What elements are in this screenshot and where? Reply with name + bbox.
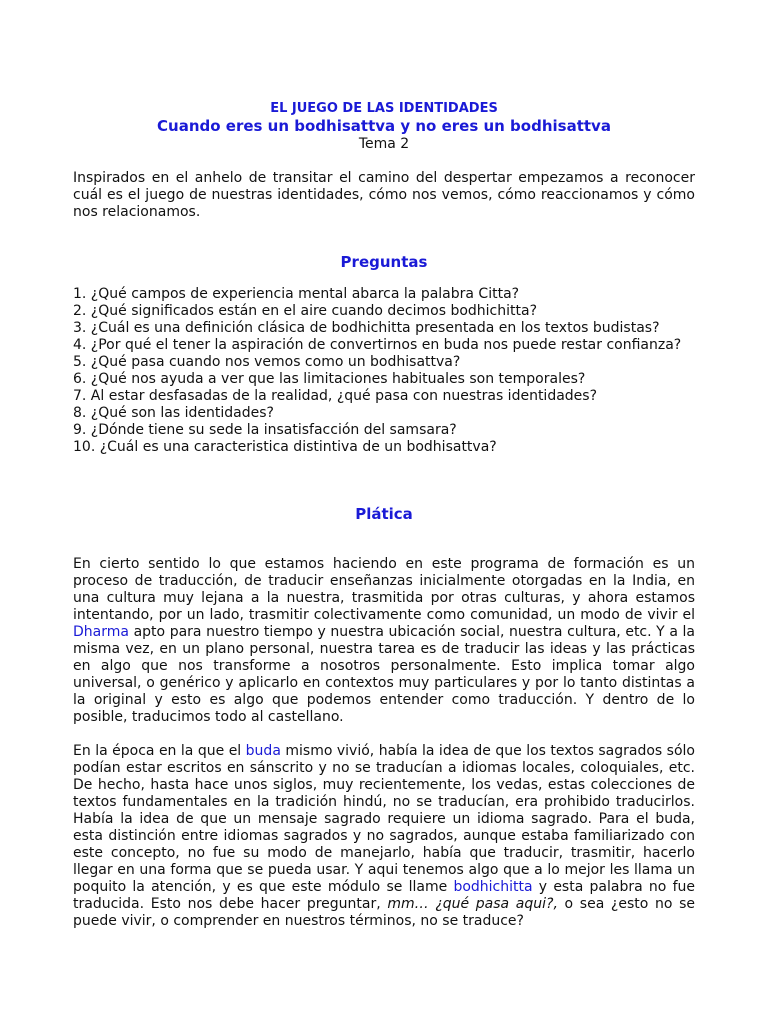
question-item: 4. ¿Por qué el tener la aspiración de convertirnos en buda nos puede restar confianza? — [73, 337, 682, 353]
dharma-link[interactable]: Dharma — [73, 624, 129, 640]
intro-paragraph: Inspirados en el anhelo de transitar el camino del despertar empezamos a reconocer cuál es el juego de nuestras identidades, cómo nos vemos, cómo reaccionamos y cómo nos relacionamos. — [73, 170, 695, 220]
question-item: 9. ¿Dónde tiene su sede la insatisfacción del samsara? — [73, 422, 457, 438]
question-item: 2. ¿Qué significados están en el aire cuando decimos bodhichitta? — [73, 303, 537, 319]
talk-heading: Plática — [355, 505, 413, 523]
question-item: 7. Al estar desfasadas de la realidad, ¿qué pasa con nuestras identidades? — [73, 388, 598, 404]
italic-phrase: mm… ¿qué pasa aqui?, — [387, 896, 558, 912]
paragraph-text: o sea ¿esto no se puede vivir, o comprender en nuestros términos, no se traduce? — [73, 896, 695, 929]
question-item: 8. ¿Qué son las identidades? — [73, 405, 274, 421]
paragraph-text: y esta palabra no fue traducida. Esto nos debe hacer preguntar, — [73, 879, 695, 912]
paragraph-text: En la época en la que el — [73, 743, 246, 759]
question-item: 5. ¿Qué pasa cuando nos vemos como un bodhisattva? — [73, 354, 461, 370]
questions-heading: Preguntas — [340, 253, 428, 271]
document-subtitle: Cuando eres un bodhisattva y no eres un bodhisattva — [157, 117, 611, 135]
talk-paragraph-2 — [73, 743, 695, 930]
question-item: 10. ¿Cuál es una caracteristica distintiva de un bodhisattva? — [73, 439, 497, 455]
document-title: EL JUEGO DE LAS IDENTIDADES — [270, 101, 498, 116]
questions-list — [73, 286, 695, 456]
question-item: 1. ¿Qué campos de experiencia mental abarca la palabra Citta? — [73, 286, 520, 302]
document-page — [73, 100, 695, 930]
question-item: 6. ¿Qué nos ayuda a ver que las limitaciones habituales son temporales? — [73, 371, 586, 387]
talk-paragraph-1 — [73, 556, 695, 726]
question-item: 3. ¿Cuál es una definición clásica de bodhichitta presentada en los textos budistas? — [73, 320, 660, 336]
paragraph-text: En cierto sentido lo que estamos haciendo en este programa de formación es un proceso de traducción, de traducir enseñanzas inicialmente otorgadas en la India, en una cultura muy lejana a la nuestra, trasmitida por otras culturas, y ahora estamos intentando, por un lado, trasmitir colectivamente como comunidad, un modo de vivir el — [73, 556, 695, 623]
topic-number: Tema 2 — [358, 136, 410, 152]
paragraph-text: apto para nuestro tiempo y nuestra ubicación social, nuestra cultura, etc. Y a la misma vez, en un plano personal, nuestra tarea es de traducir las ideas y las prácticas en algo que nos transforme a nosotros personalmente. Esto implica tomar algo universal, o genérico y aplicarlo en contextos muy particulares y por lo tanto distintas a la original y esto es algo que podemos entender como traducción. Y dentro de lo posible, traducimos todo al castellano. — [73, 624, 695, 725]
bodhichitta-link[interactable]: bodhichitta — [453, 879, 533, 895]
paragraph-text: mismo vivió, había la idea de que los textos sagrados sólo podían estar escritos en sánscrito y no se traducían a idiomas locales, coloquiales, etc. De hecho, hasta hace unos siglos, muy recientemente, los vedas, estas colecciones de textos fundamentales en la tradición hindú, no se traducían, era prohibido traducirlos. Había la idea de que un mensaje sagrado requiere un idioma sagrado. Para el buda, esta distinción entre idiomas sagrados y no sagrados, aunque estaba familiarizado con este concepto, no fue su modo de manejarlo, había que traducir, trasmitir, hacerlo llegar en una forma que se pueda usar. Y aqui tenemos algo que a lo mejor les llama un poquito la atención, y es que este módulo se llame — [73, 743, 695, 895]
buda-link[interactable]: buda — [245, 743, 281, 759]
